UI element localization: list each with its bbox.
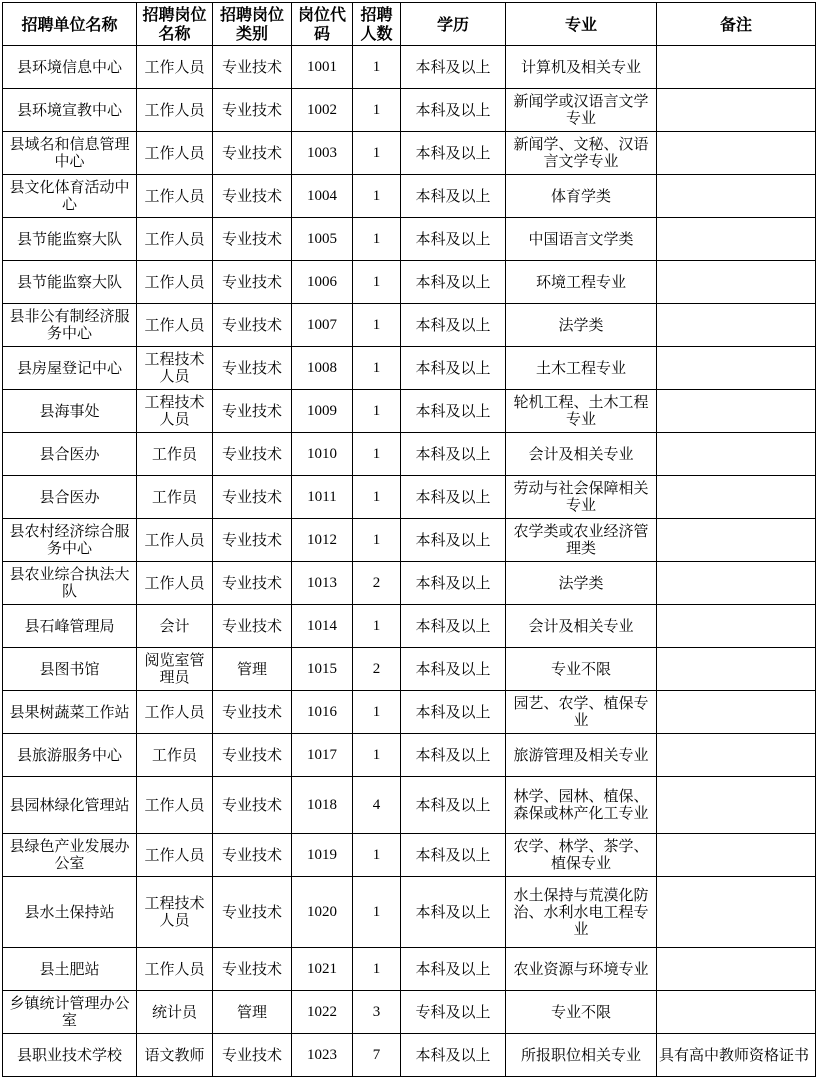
cell-unit: 县文化体育活动中心: [3, 175, 137, 218]
cell-unit: 县农业综合执法大队: [3, 562, 137, 605]
cell-unit: 县旅游服务中心: [3, 734, 137, 777]
cell-count: 1: [353, 132, 401, 175]
cell-category: 专业技术: [213, 562, 292, 605]
cell-position: 工程技术人员: [137, 390, 213, 433]
table-row: [3, 562, 816, 605]
cell-major: 农学、林学、茶学、植保专业: [506, 834, 657, 877]
cell-major: 新闻学、文秘、汉语言文学专业: [506, 132, 657, 175]
cell-category: 专业技术: [213, 261, 292, 304]
cell-code: 1009: [292, 390, 353, 433]
cell-code: 1013: [292, 562, 353, 605]
cell-note: [657, 948, 816, 991]
cell-count: 1: [353, 877, 401, 948]
cell-category: 专业技术: [213, 390, 292, 433]
cell-category: 专业技术: [213, 734, 292, 777]
cell-note: [657, 734, 816, 777]
cell-position: 阅览室管理员: [137, 648, 213, 691]
cell-category: 专业技术: [213, 691, 292, 734]
cell-category: 专业技术: [213, 218, 292, 261]
cell-count: 1: [353, 834, 401, 877]
cell-note: [657, 834, 816, 877]
cell-education: 本科及以上: [401, 1034, 506, 1077]
cell-note: [657, 605, 816, 648]
cell-code: 1015: [292, 648, 353, 691]
cell-education: 本科及以上: [401, 175, 506, 218]
cell-code: 1005: [292, 218, 353, 261]
cell-note: [657, 89, 816, 132]
cell-major: 农学类或农业经济管理类: [506, 519, 657, 562]
table-row: [3, 948, 816, 991]
cell-education: 本科及以上: [401, 734, 506, 777]
cell-education: 本科及以上: [401, 261, 506, 304]
table-row: [3, 691, 816, 734]
cell-major: 法学类: [506, 562, 657, 605]
cell-position: 工作人员: [137, 132, 213, 175]
table-row: [3, 347, 816, 390]
cell-major: 农业资源与环境专业: [506, 948, 657, 991]
cell-count: 2: [353, 562, 401, 605]
cell-code: 1022: [292, 991, 353, 1034]
cell-education: 本科及以上: [401, 648, 506, 691]
table-row: [3, 777, 816, 834]
cell-note: [657, 519, 816, 562]
cell-unit: 县合医办: [3, 476, 137, 519]
cell-position: 工作人员: [137, 304, 213, 347]
table-row: [3, 877, 816, 948]
cell-count: 1: [353, 519, 401, 562]
cell-education: 本科及以上: [401, 834, 506, 877]
cell-count: 1: [353, 218, 401, 261]
table-row: [3, 991, 816, 1034]
cell-count: 7: [353, 1034, 401, 1077]
cell-count: 1: [353, 948, 401, 991]
cell-major: 专业不限: [506, 648, 657, 691]
table-row: [3, 132, 816, 175]
cell-category: 专业技术: [213, 175, 292, 218]
table-row: [3, 476, 816, 519]
cell-count: 4: [353, 777, 401, 834]
table-row: [3, 519, 816, 562]
cell-position: 工作人员: [137, 834, 213, 877]
cell-unit: 县果树蔬菜工作站: [3, 691, 137, 734]
cell-note: [657, 390, 816, 433]
cell-unit: 县环境宣教中心: [3, 89, 137, 132]
cell-position: 语文教师: [137, 1034, 213, 1077]
cell-count: 1: [353, 691, 401, 734]
cell-major: 轮机工程、土木工程专业: [506, 390, 657, 433]
table-row: [3, 261, 816, 304]
cell-unit: 县域名和信息管理中心: [3, 132, 137, 175]
cell-major: 园艺、农学、植保专业: [506, 691, 657, 734]
cell-unit: 县合医办: [3, 433, 137, 476]
cell-note: [657, 132, 816, 175]
cell-position: 工作员: [137, 476, 213, 519]
cell-position: 工作人员: [137, 691, 213, 734]
cell-count: 1: [353, 433, 401, 476]
cell-education: 本科及以上: [401, 390, 506, 433]
cell-major: 会计及相关专业: [506, 433, 657, 476]
table-row: [3, 1034, 816, 1077]
cell-major: 计算机及相关专业: [506, 46, 657, 89]
cell-unit: 县图书馆: [3, 648, 137, 691]
cell-position: 工作人员: [137, 175, 213, 218]
cell-category: 专业技术: [213, 89, 292, 132]
cell-unit: 县房屋登记中心: [3, 347, 137, 390]
table-row: [3, 433, 816, 476]
header-code: 岗位代码: [292, 3, 353, 46]
cell-education: 本科及以上: [401, 433, 506, 476]
cell-position: 工作员: [137, 734, 213, 777]
cell-education: 专科及以上: [401, 991, 506, 1034]
cell-unit: 县农村经济综合服务中心: [3, 519, 137, 562]
cell-major: 法学类: [506, 304, 657, 347]
cell-position: 工作人员: [137, 89, 213, 132]
cell-note: [657, 777, 816, 834]
cell-count: 2: [353, 648, 401, 691]
cell-unit: 县非公有制经济服务中心: [3, 304, 137, 347]
cell-code: 1018: [292, 777, 353, 834]
header-unit: 招聘单位名称: [3, 3, 137, 46]
cell-count: 1: [353, 175, 401, 218]
cell-note: [657, 304, 816, 347]
cell-category: 专业技术: [213, 132, 292, 175]
cell-note: [657, 218, 816, 261]
header-row: [3, 3, 816, 46]
cell-code: 1007: [292, 304, 353, 347]
cell-education: 本科及以上: [401, 218, 506, 261]
cell-major: 劳动与社会保障相关专业: [506, 476, 657, 519]
table-row: [3, 390, 816, 433]
cell-code: 1001: [292, 46, 353, 89]
cell-education: 本科及以上: [401, 777, 506, 834]
cell-code: 1016: [292, 691, 353, 734]
cell-unit: 乡镇统计管理办公室: [3, 991, 137, 1034]
cell-code: 1020: [292, 877, 353, 948]
cell-count: 1: [353, 261, 401, 304]
cell-major: 旅游管理及相关专业: [506, 734, 657, 777]
cell-category: 管理: [213, 991, 292, 1034]
cell-unit: 县土肥站: [3, 948, 137, 991]
table-row: [3, 605, 816, 648]
cell-education: 本科及以上: [401, 605, 506, 648]
cell-code: 1004: [292, 175, 353, 218]
cell-education: 本科及以上: [401, 476, 506, 519]
cell-unit: 县绿色产业发展办公室: [3, 834, 137, 877]
cell-major: 中国语言文学类: [506, 218, 657, 261]
cell-category: 专业技术: [213, 948, 292, 991]
cell-note: [657, 562, 816, 605]
cell-note: [657, 691, 816, 734]
cell-unit: 县职业技术学校: [3, 1034, 137, 1077]
cell-unit: 县石峰管理局: [3, 605, 137, 648]
cell-category: 管理: [213, 648, 292, 691]
cell-education: 本科及以上: [401, 347, 506, 390]
cell-education: 本科及以上: [401, 691, 506, 734]
cell-note: [657, 476, 816, 519]
cell-category: 专业技术: [213, 777, 292, 834]
cell-unit: 县水土保持站: [3, 877, 137, 948]
cell-note: [657, 991, 816, 1034]
cell-education: 本科及以上: [401, 562, 506, 605]
cell-count: 1: [353, 304, 401, 347]
cell-position: 工作人员: [137, 46, 213, 89]
cell-position: 工作人员: [137, 519, 213, 562]
cell-note: [657, 648, 816, 691]
cell-category: 专业技术: [213, 304, 292, 347]
table-row: [3, 218, 816, 261]
cell-major: 会计及相关专业: [506, 605, 657, 648]
cell-major: 水土保持与荒漠化防治、水利水电工程专业: [506, 877, 657, 948]
cell-major: 土木工程专业: [506, 347, 657, 390]
cell-position: 工作人员: [137, 261, 213, 304]
cell-unit: 县节能监察大队: [3, 218, 137, 261]
cell-count: 3: [353, 991, 401, 1034]
cell-category: 专业技术: [213, 476, 292, 519]
cell-category: 专业技术: [213, 605, 292, 648]
cell-code: 1006: [292, 261, 353, 304]
cell-code: 1021: [292, 948, 353, 991]
cell-category: 专业技术: [213, 877, 292, 948]
cell-position: 会计: [137, 605, 213, 648]
cell-count: 1: [353, 347, 401, 390]
table-row: [3, 834, 816, 877]
cell-note: [657, 261, 816, 304]
table-row: [3, 175, 816, 218]
cell-count: 1: [353, 89, 401, 132]
cell-code: 1011: [292, 476, 353, 519]
cell-code: 1019: [292, 834, 353, 877]
cell-education: 本科及以上: [401, 877, 506, 948]
cell-unit: 县海事处: [3, 390, 137, 433]
cell-unit: 县节能监察大队: [3, 261, 137, 304]
cell-major: 所报职位相关专业: [506, 1034, 657, 1077]
cell-code: 1003: [292, 132, 353, 175]
cell-note: [657, 347, 816, 390]
cell-code: 1002: [292, 89, 353, 132]
cell-education: 本科及以上: [401, 304, 506, 347]
header-position: 招聘岗位名称: [137, 3, 213, 46]
header-count: 招聘人数: [353, 3, 401, 46]
cell-unit: 县园林绿化管理站: [3, 777, 137, 834]
cell-code: 1008: [292, 347, 353, 390]
cell-unit: 县环境信息中心: [3, 46, 137, 89]
cell-education: 本科及以上: [401, 46, 506, 89]
table-row: [3, 304, 816, 347]
cell-category: 专业技术: [213, 46, 292, 89]
cell-count: 1: [353, 390, 401, 433]
cell-position: 统计员: [137, 991, 213, 1034]
cell-major: 环境工程专业: [506, 261, 657, 304]
cell-count: 1: [353, 734, 401, 777]
cell-education: 本科及以上: [401, 89, 506, 132]
cell-category: 专业技术: [213, 519, 292, 562]
cell-category: 专业技术: [213, 433, 292, 476]
header-category: 招聘岗位类别: [213, 3, 292, 46]
cell-note: [657, 46, 816, 89]
cell-code: 1017: [292, 734, 353, 777]
cell-major: 体育学类: [506, 175, 657, 218]
recruitment-table: [2, 2, 816, 1077]
header-major: 专业: [506, 3, 657, 46]
cell-education: 本科及以上: [401, 519, 506, 562]
cell-education: 本科及以上: [401, 948, 506, 991]
header-note: 备注: [657, 3, 816, 46]
cell-code: 1010: [292, 433, 353, 476]
table-row: [3, 648, 816, 691]
cell-education: 本科及以上: [401, 132, 506, 175]
table-row: [3, 89, 816, 132]
header-education: 学历: [401, 3, 506, 46]
cell-position: 工作员: [137, 433, 213, 476]
cell-note: [657, 877, 816, 948]
cell-count: 1: [353, 476, 401, 519]
cell-note: 具有高中教师资格证书: [657, 1034, 816, 1077]
cell-code: 1014: [292, 605, 353, 648]
cell-count: 1: [353, 46, 401, 89]
cell-position: 工作人员: [137, 562, 213, 605]
cell-major: 专业不限: [506, 991, 657, 1034]
cell-major: 新闻学或汉语言文学专业: [506, 89, 657, 132]
cell-major: 林学、园林、植保、森保或林产化工专业: [506, 777, 657, 834]
cell-position: 工作人员: [137, 948, 213, 991]
table-row: [3, 734, 816, 777]
table-row: [3, 46, 816, 89]
cell-category: 专业技术: [213, 347, 292, 390]
cell-note: [657, 175, 816, 218]
cell-code: 1023: [292, 1034, 353, 1077]
cell-category: 专业技术: [213, 1034, 292, 1077]
cell-position: 工程技术人员: [137, 347, 213, 390]
cell-code: 1012: [292, 519, 353, 562]
cell-count: 1: [353, 605, 401, 648]
cell-category: 专业技术: [213, 834, 292, 877]
cell-position: 工程技术人员: [137, 877, 213, 948]
cell-position: 工作人员: [137, 218, 213, 261]
cell-position: 工作人员: [137, 777, 213, 834]
cell-note: [657, 433, 816, 476]
